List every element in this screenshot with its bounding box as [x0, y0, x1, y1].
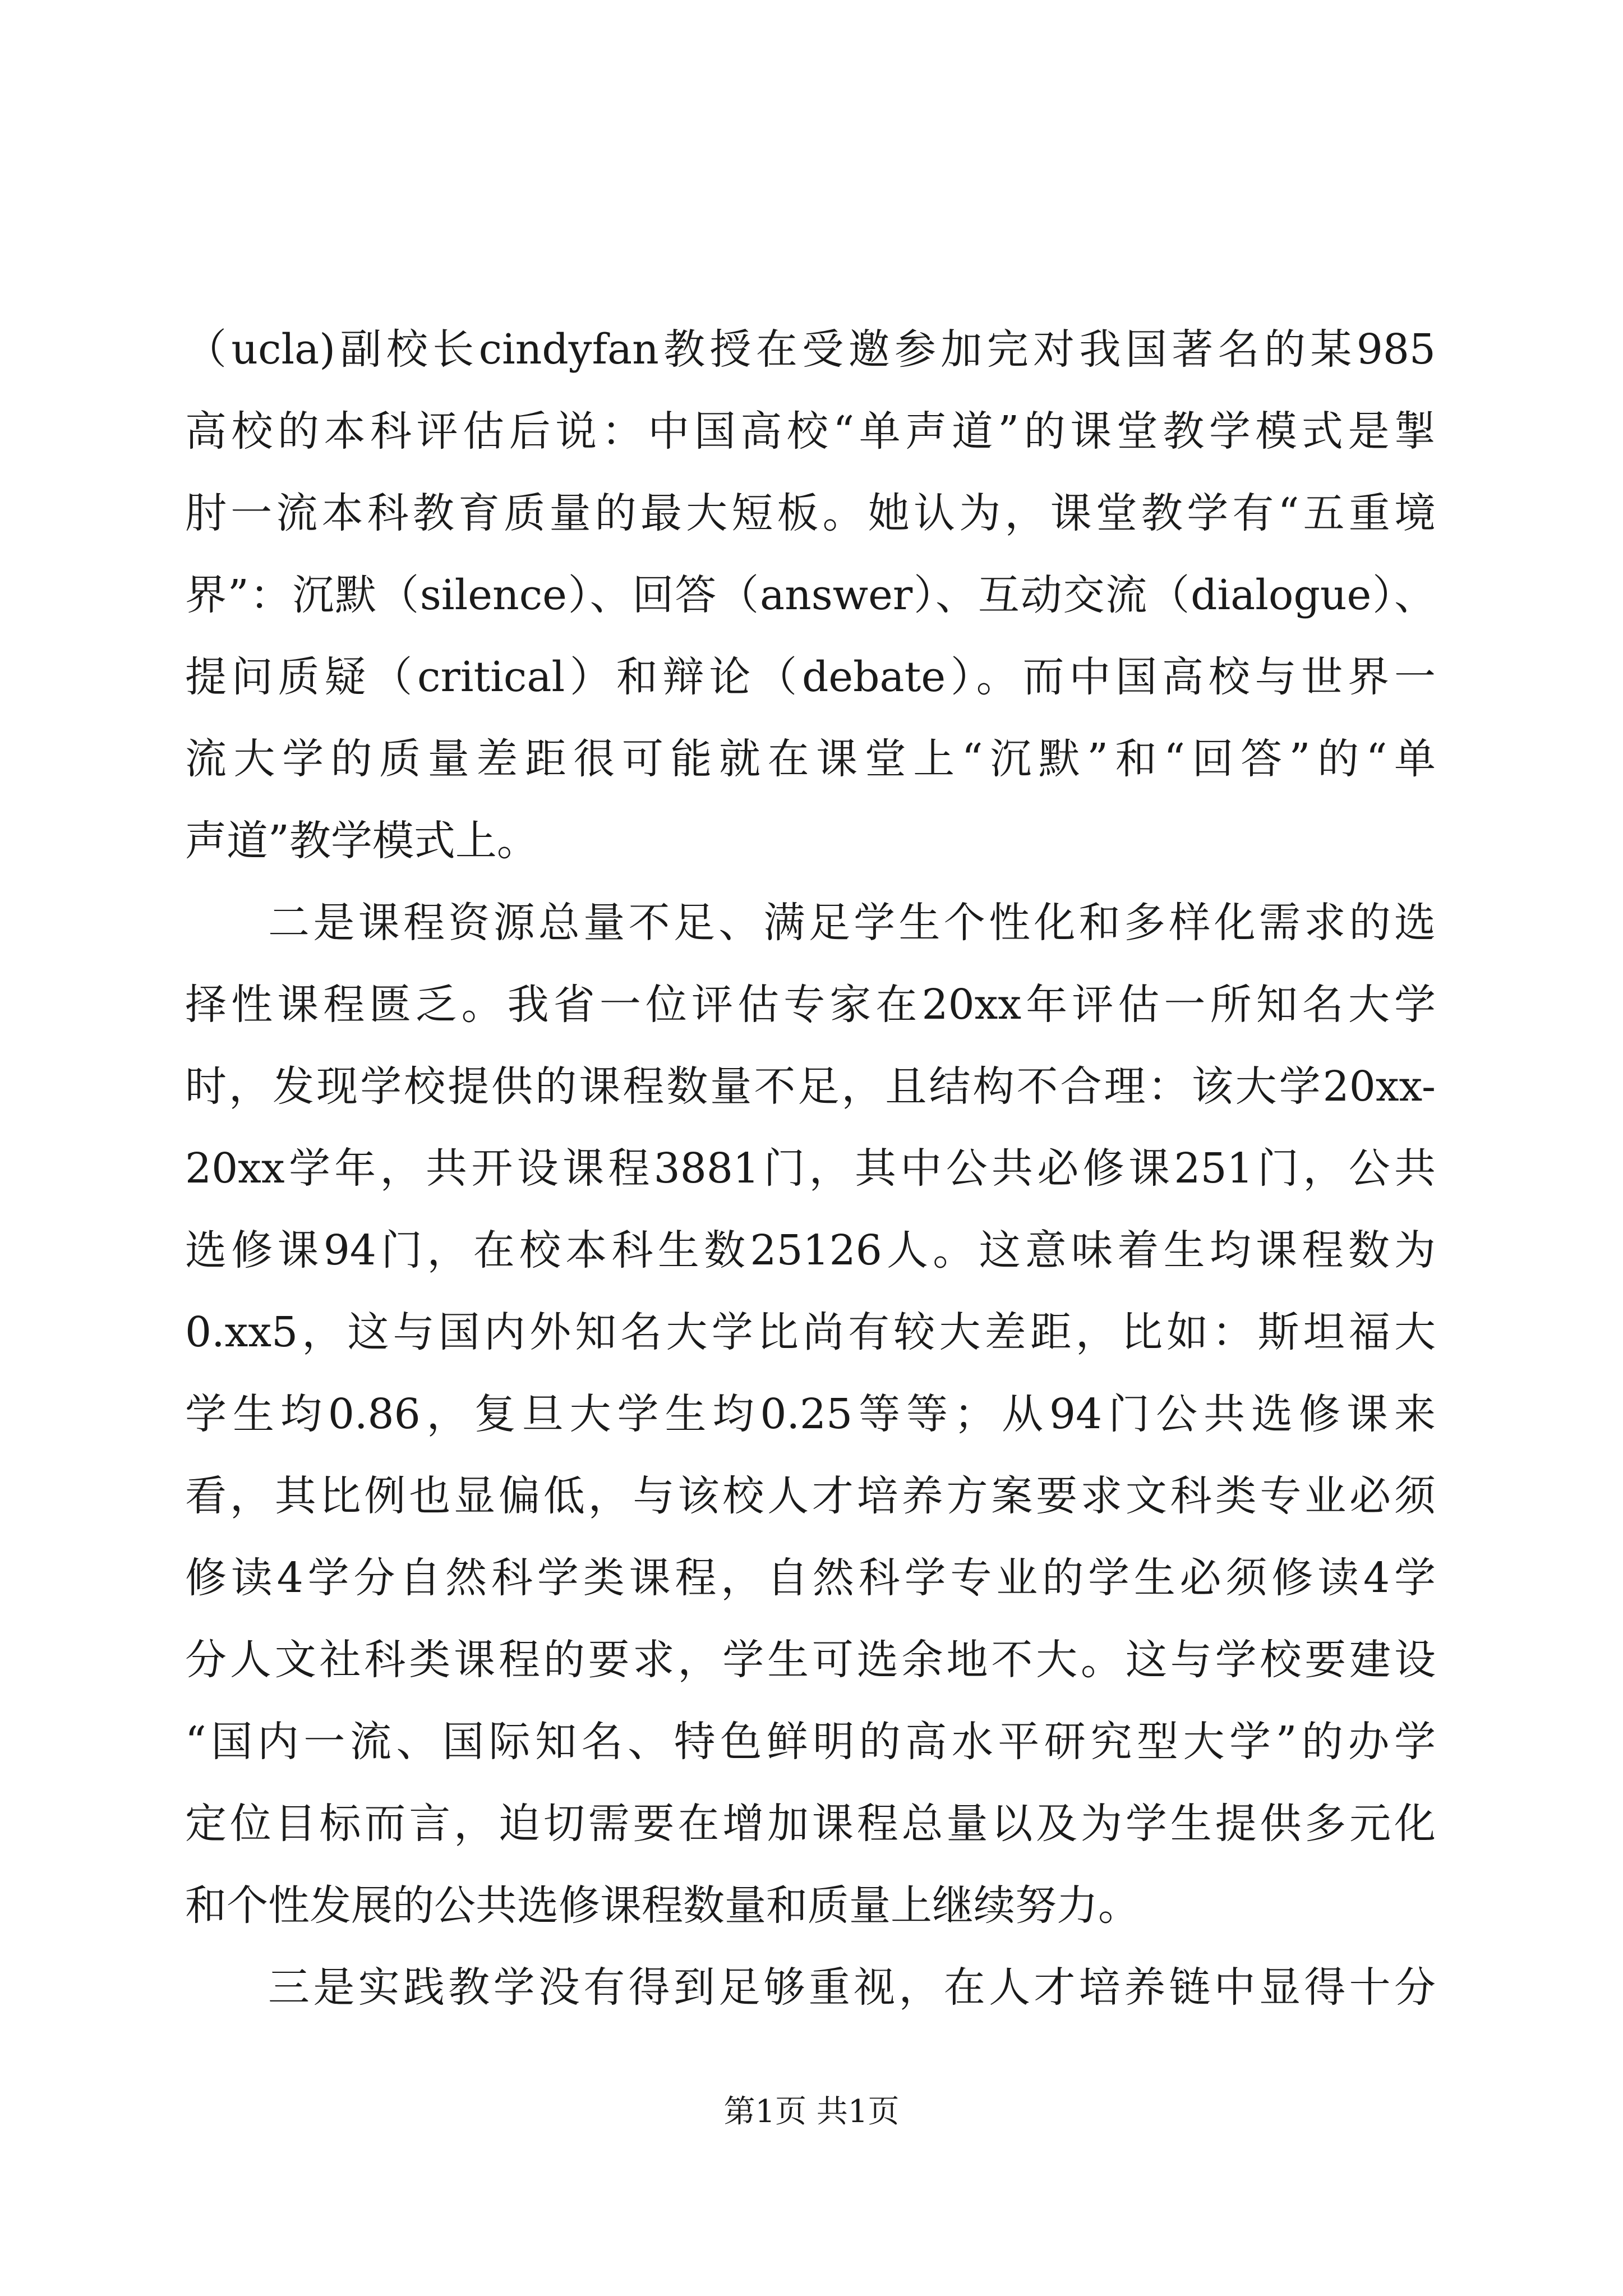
paragraph-start-line: 二是课程资源总量不足、满足学生个性化和多样化需求的选 [268, 899, 1436, 947]
text-line: 时，发现学校提供的课程数量不足，且结构不合理：该大学20xx- [185, 1062, 1436, 1111]
text-line: 流大学的质量差距很可能就在课堂上“沉默”和“回答”的“单 [185, 735, 1436, 783]
text-line: 看，其比例也显偏低，与该校人才培养方案要求文科类专业必须 [185, 1472, 1436, 1520]
text-line: 和个性发展的公共选修课程数量和质量上继续努力。 [185, 1881, 1140, 1930]
text-line: 0.xx5，这与国内外知名大学比尚有较大差距，比如：斯坦福大 [185, 1308, 1436, 1356]
text-line: 20xx学年，共开设课程3881门，其中公共必修课251门，公共 [185, 1144, 1436, 1193]
text-line: 提问质疑（critical）和辩论（debate）。而中国高校与世界一 [185, 653, 1436, 701]
text-line: 选修课94门，在校本科生数25126人。这意味着生均课程数为 [185, 1226, 1436, 1274]
text-line: 修读4学分自然科学类课程，自然科学专业的学生必须修读4学 [185, 1554, 1436, 1602]
text-line: 界”：沉默（silence）、回答（answer）、互动交流（dialogue）、 [185, 571, 1436, 619]
text-line: （ucla)副校长cindyfan教授在受邀参加完对我国著名的某985 [185, 325, 1436, 374]
text-line: 分人文社科类课程的要求，学生可选余地不大。这与学校要建设 [185, 1636, 1436, 1684]
paragraph-start-line: 三是实践教学没有得到足够重视，在人才培养链中显得十分 [268, 1963, 1436, 2012]
text-line: 定位目标而言，迫切需要在增加课程总量以及为学生提供多元化 [185, 1800, 1436, 1848]
text-line: “国内一流、国际知名、特色鲜明的高水平研究型大学”的办学 [185, 1718, 1436, 1766]
text-line: 高校的本科评估后说：中国高校“单声道”的课堂教学模式是掣 [185, 407, 1436, 455]
text-line: 肘一流本科教育质量的最大短板。她认为，课堂教学有“五重境 [185, 489, 1436, 537]
text-line: 声道”教学模式上。 [185, 817, 538, 865]
text-line: 学生均0.86，复旦大学生均0.25等等；从94门公共选修课来 [185, 1390, 1436, 1438]
page-footer: 第1页 共1页 [723, 2093, 900, 2130]
text-line: 择性课程匮乏。我省一位评估专家在20xx年评估一所知名大学 [185, 981, 1436, 1029]
